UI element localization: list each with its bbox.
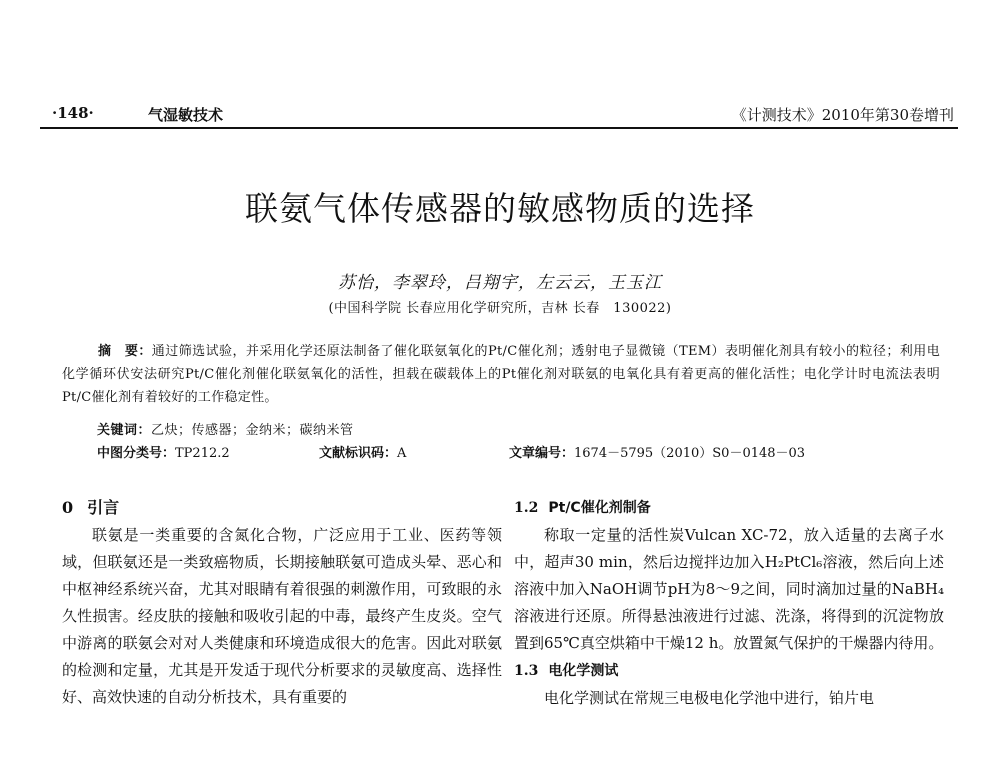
classification-label: 中图分类号：: [97, 446, 176, 461]
subsection-heading-catalyst-prep: [514, 494, 944, 522]
classification-value: TP212.2: [175, 446, 230, 461]
document-code-label: 文献标识码：: [319, 446, 398, 461]
article-number: [509, 443, 805, 465]
article-number-label: 文章编号：: [509, 446, 575, 461]
document-code: [319, 443, 406, 465]
abstract-label: 摘 要：: [98, 344, 152, 359]
section-heading-introduction: [62, 494, 502, 522]
page-number: ·148·: [52, 104, 94, 122]
classification-number: [97, 443, 230, 465]
section-name: 气湿敏技术: [148, 106, 224, 124]
subsection-title: Pt/C催化剂制备: [548, 500, 651, 516]
catalyst-prep-paragraph: 称取一定量的活性炭Vulcan XC-72，放入适量的去离子水中，超声30 min，然后边搅拌边加入H₂PtCl₆溶液，然后向上述溶液中加入NaOH调节pH为8～9之间，同时滴加过量的NaBH₄溶液进行还原。所得悬浊液进行过滤、洗涤，将得到的沉淀物放置到65℃真空烘箱中干燥12 h。放置氮气保护的干燥器内待用。: [514, 526, 944, 652]
subsection-number: 1.3: [514, 663, 539, 679]
subsection-number: 1.2: [514, 500, 539, 516]
journal-info: 《计测技术》2010年第30卷增刊: [731, 106, 954, 124]
running-header: [40, 102, 958, 128]
article-number-value: 1674－5795（2010）S0－0148－03: [574, 446, 806, 461]
section-title: 引言: [87, 498, 120, 517]
abstract: [62, 340, 940, 409]
document-code-value: A: [397, 446, 407, 461]
subsection-title: 电化学测试: [548, 663, 619, 679]
authors: 苏怡，李翠玲，吕翔宇，左云云，王玉江: [338, 273, 662, 293]
header-rule: [40, 127, 958, 129]
introduction-paragraph: 联氨是一类重要的含氮化合物，广泛应用于工业、医药等领域，但联氨还是一类致癌物质，长期接触联氨可造成头晕、恶心和中枢神经系统兴奋，尤其对眼睛有着很强的刺激作用，可致眼的永久性损害。经皮肤的接触和吸收引起的中毒，最终产生皮炎。空气中游离的联氨会对对人类健康和环境造成很大的危害。因此对联氨的检测和定量，尤其是开发适于现代分析要求的灵敏度高、选择性好、高效快速的自动分析技术，具有重要的: [62, 526, 502, 706]
keywords: [97, 420, 937, 442]
paper-title: 联氨气体传感器的敏感物质的选择: [245, 189, 755, 228]
electrochem-test-paragraph: 电化学测试在常规三电极电化学池中进行，铂片电: [544, 689, 875, 707]
right-column: [514, 494, 944, 712]
left-column: [62, 494, 502, 711]
subsection-heading-electrochem-test: [514, 657, 944, 685]
abstract-text: 通过筛选试验，并采用化学还原法制备了催化联氨氧化的Pt/C催化剂；透射电子显微镜（TEM）表明催化剂具有较小的粒径；利用电化学循环伏安法研究Pt/C催化剂催化联氨氧化的活性，担载在碳载体上的Pt催化剂对联氨的电氧化具有着更高的催化活性；电化学计时电流法表明Pt/C催化剂有着较好的工作稳定性。: [62, 344, 940, 405]
section-number: 0: [62, 498, 74, 517]
classification-info: [97, 443, 957, 465]
keywords-text: 乙炔；传感器；金纳米；碳纳米管: [151, 423, 354, 438]
keywords-label: 关键词：: [97, 423, 152, 438]
affiliation: (中国科学院 长春应用化学研究所，吉林 长春 130022): [328, 301, 672, 316]
